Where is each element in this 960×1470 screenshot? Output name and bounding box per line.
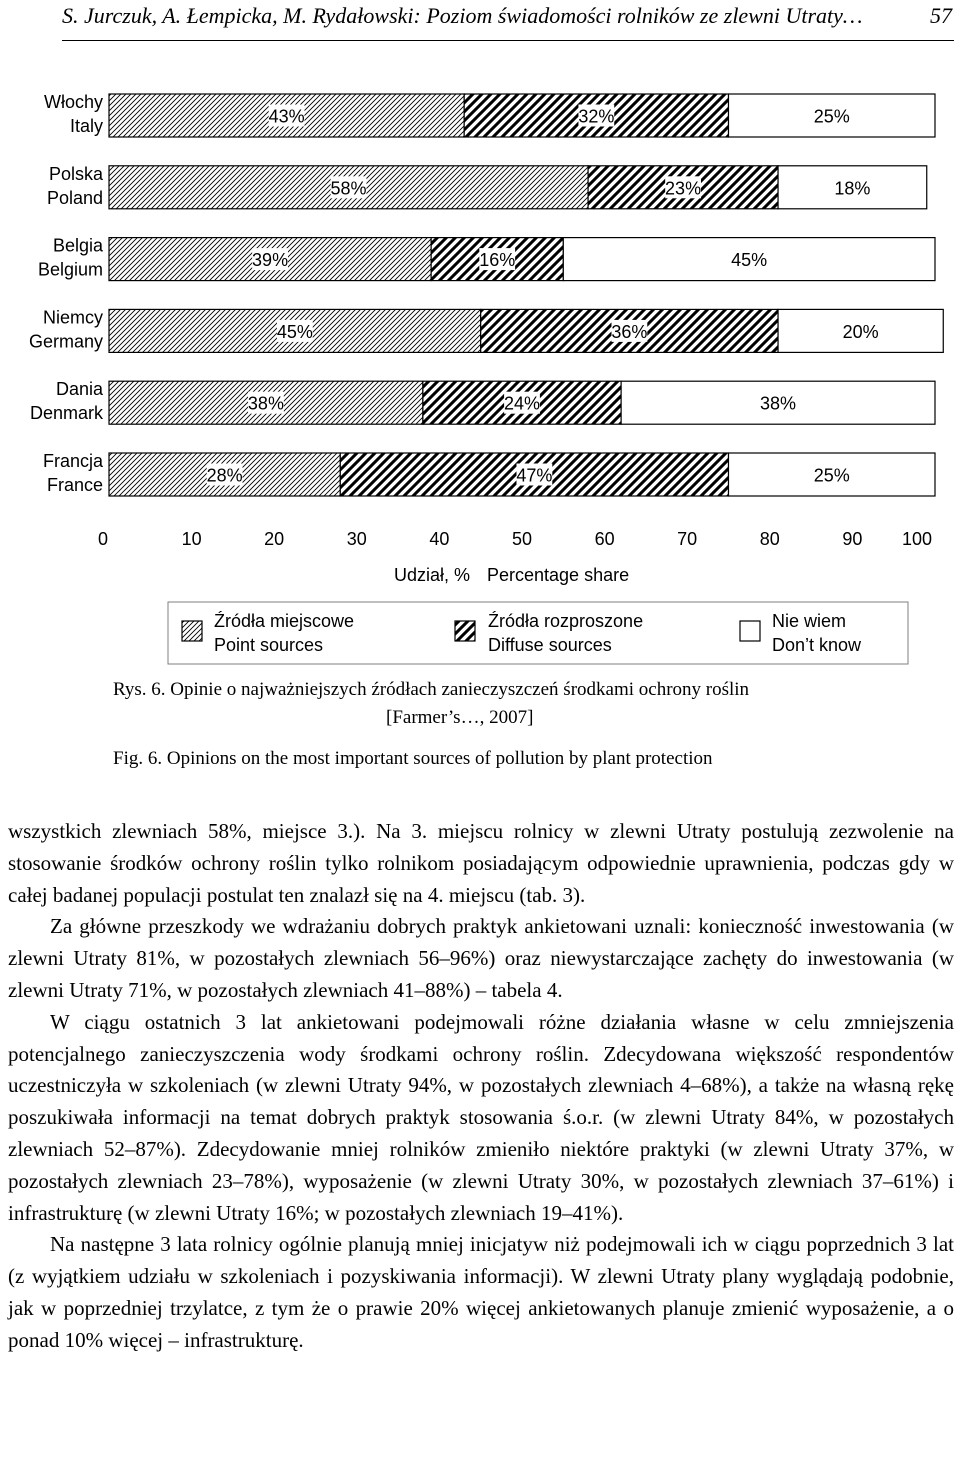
x-axis-label-pl: Udział, % bbox=[393, 565, 470, 585]
data-label: 58% bbox=[330, 178, 367, 199]
category-label: Dania bbox=[55, 379, 103, 400]
x-tick-label: 30 bbox=[346, 529, 367, 549]
category-label: Belgia bbox=[52, 235, 103, 256]
data-label: 20% bbox=[842, 321, 879, 342]
data-label: 18% bbox=[834, 178, 871, 199]
stacked-bar-chart bbox=[0, 80, 960, 670]
x-tick-label: 0 bbox=[98, 529, 109, 549]
paragraph-4: Na następne 3 lata rolnicy ogólnie planują mniej inicjatyw niż podejmowali ich w ciągu poprzednich 3 lat (z wyjątkiem udziału w szkoleniach i pozyskiwania informacji). W zlewni Utraty plany wyglądają podobnie, jak w poprzedniej trzylatce, z tym że o prawie 20% więcej ankietowanych planuje zmienić wyposażenie, a o ponad 10% więcej – infrastrukturę. bbox=[8, 1232, 954, 1352]
data-label: 28% bbox=[206, 465, 243, 486]
category-label: Italy bbox=[69, 116, 103, 136]
data-label: 38% bbox=[760, 393, 797, 414]
data-label: 32% bbox=[578, 106, 615, 127]
figure-caption-pl-line2: [Farmer’s…, 2007] bbox=[386, 707, 534, 728]
data-label: 45% bbox=[276, 321, 313, 342]
category-label: Włochy bbox=[43, 92, 103, 112]
category-label: Polska bbox=[48, 163, 103, 184]
legend-swatch-1 bbox=[182, 621, 202, 641]
x-tick-label: 10 bbox=[181, 529, 202, 549]
legend-label-en: Diffuse sources bbox=[488, 635, 612, 655]
data-label: 43% bbox=[268, 106, 305, 127]
category-label: Francja bbox=[42, 451, 103, 471]
x-tick-label: 80 bbox=[759, 529, 780, 549]
legend-label-en: Point sources bbox=[214, 635, 324, 655]
running-header bbox=[62, 0, 954, 41]
category-label: Denmark bbox=[29, 403, 103, 424]
x-axis-label-en: Percentage share bbox=[487, 565, 630, 585]
data-label: 36% bbox=[611, 321, 648, 342]
paragraph-1: wszystkich zlewniach 58%, miejsce 3.). Na 3. miejscu rolnicy w zlewni Utraty postulują zezwolenie na stosowanie środków ochrony roślin tylko rolnikom posiadającym odpowiednie uprawnienia, podczas gdy w całej badanej populacji postulat ten znalazł się na 4. miejscu (tab. 3). bbox=[8, 819, 954, 907]
x-tick-label: 40 bbox=[429, 529, 450, 549]
data-label: 45% bbox=[731, 250, 768, 271]
x-tick-label: 60 bbox=[594, 529, 615, 549]
running-head: S. Jurczuk, A. Łempicka, M. Rydałowski: Poziom świadomości rolników ze zlewni Utraty… bbox=[62, 3, 863, 28]
legend-label-pl: Nie wiem bbox=[772, 611, 847, 631]
data-label: 47% bbox=[516, 465, 553, 486]
category-label: France bbox=[46, 475, 103, 495]
page-number: 57 bbox=[930, 3, 952, 28]
data-label: 39% bbox=[252, 250, 289, 271]
data-label: 24% bbox=[503, 393, 541, 414]
data-label: 23% bbox=[665, 178, 702, 199]
figure-caption-en-line1: Fig. 6. Opinions on the most important sources of pollution by plant protection bbox=[113, 748, 713, 769]
legend-label-en: Don’t know bbox=[772, 635, 862, 655]
category-label: Poland bbox=[46, 187, 103, 208]
data-label: 25% bbox=[813, 465, 850, 486]
paragraph-2: Za główne przeszkody we wdrażaniu dobrych praktyk ankietowani uznali: konieczność inwestowania (w zlewni Utraty 81%, w pozostałych zlewniach 56–96%) oraz niewystarczające zachęty do inwestowania (w zlewni Utraty 71%, w pozostałych zlewniach 41–88%) – tabela 4. bbox=[8, 914, 954, 1002]
category-label: Niemcy bbox=[42, 307, 103, 328]
figure-caption-pl-line1: Rys. 6. Opinie o najważniejszych źródłach zanieczyszczeń środkami ochrony roślin bbox=[113, 679, 750, 700]
legend-label-pl: Źródła rozproszone bbox=[488, 611, 644, 631]
legend-swatch-2 bbox=[455, 621, 475, 641]
category-label: Belgium bbox=[37, 259, 103, 280]
x-tick-label: 50 bbox=[511, 529, 533, 549]
data-label: 38% bbox=[247, 393, 284, 414]
x-tick-label: 20 bbox=[264, 529, 285, 549]
data-label: 16% bbox=[479, 250, 516, 271]
chart-legend bbox=[168, 602, 908, 664]
x-tick-label: 70 bbox=[677, 529, 698, 549]
body-text bbox=[8, 816, 954, 1357]
legend-swatch-3 bbox=[740, 621, 760, 641]
data-label: 25% bbox=[813, 106, 850, 127]
legend-label-pl: Źródła miejscowe bbox=[214, 611, 355, 631]
paragraph-3: W ciągu ostatnich 3 lat ankietowani podejmowali różne działania własne w celu zmniejszenia potencjalnego zanieczyszczenia wody środkami ochrony roślin. Zdecydowana większość respondentów uczestniczyła w szkoleniach (w zlewni Utraty 94%, w pozostałych zlewniach 4–68%), a także na własną rękę poszukiwała informacji na temat dobrych praktyk stosowania ś.o.r. (w zlewni Utraty 84%, w pozostałych zlewniach 52–87%). Zdecydowanie mniej rolników zmieniło niektóre praktyki (w zlewni Utraty 37%, w pozostałych zlewniach 23–78%), wyposażenie (w zlewni Utraty 30%, w pozostałych zlewniach 37–61%) i infrastrukturę (w zlewni Utraty 16%; w pozostałych zlewniach 19–41%). bbox=[8, 1009, 954, 1225]
x-tick-label: 100 bbox=[901, 529, 932, 549]
x-tick-label: 90 bbox=[842, 529, 863, 549]
category-label: Germany bbox=[28, 331, 103, 352]
